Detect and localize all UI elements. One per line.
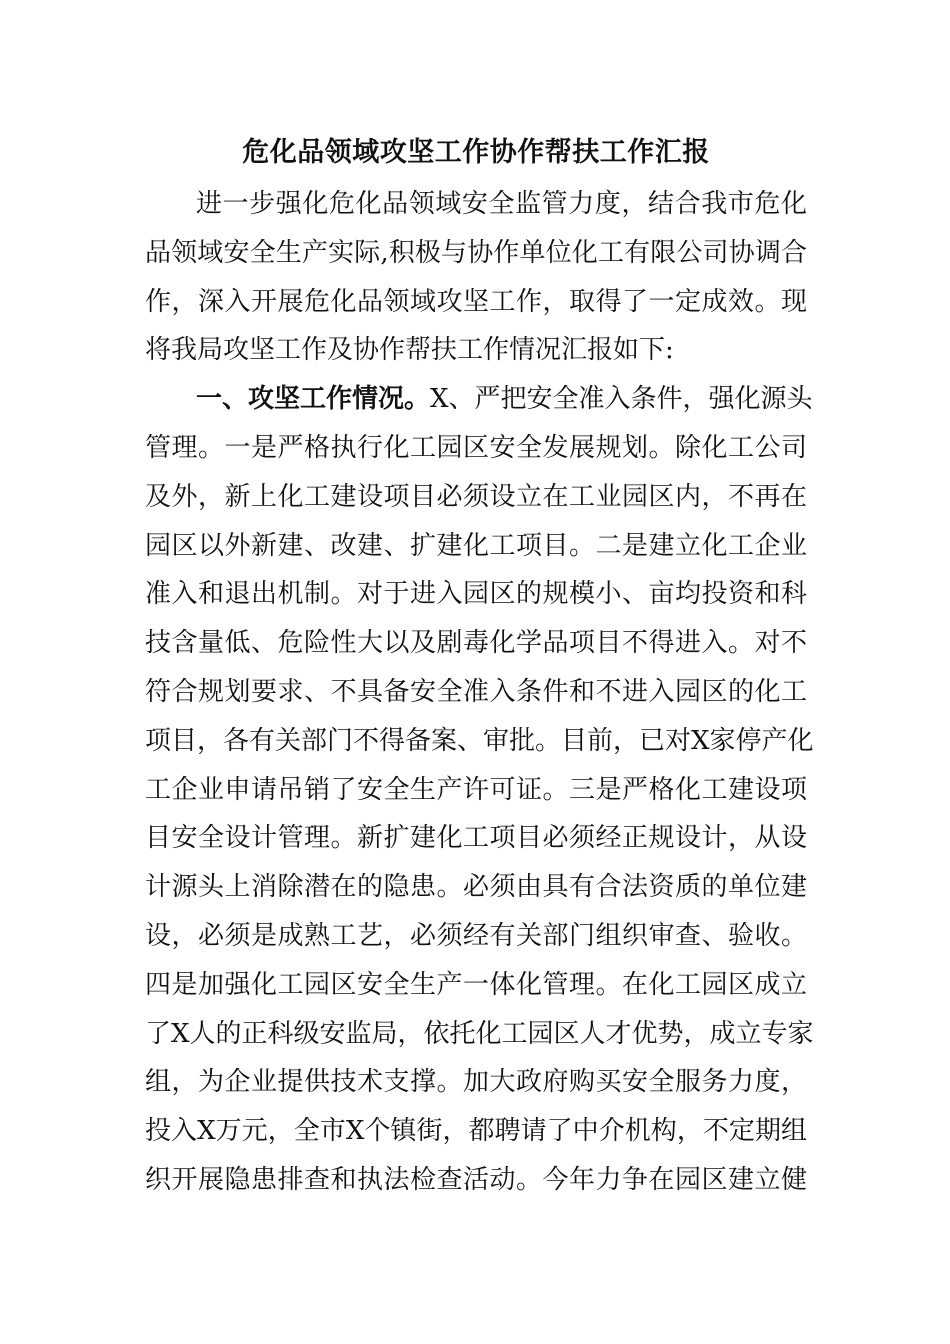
paragraph-line: 目安全设计管理。新扩建化工项目必须经正规设计，从设	[145, 823, 807, 854]
paragraph-line: 计源头上消除潜在的隐患。必须由具有合法资质的单位建	[145, 872, 807, 903]
paragraph-line: 了X人的正科级安监局，依托化工园区人才优势，成立专家	[145, 1018, 814, 1049]
section-heading-rest: X、严把安全准入条件，强化源头	[430, 384, 813, 415]
paragraph-line: 设，必须是成熟工艺，必须经有关部门组织审查、验收。	[145, 920, 807, 951]
paragraph-line: 管理。一是严格执行化工园区安全发展规划。除化工公司	[145, 432, 807, 463]
paragraph-line: 及外，新上化工建设项目必须设立在工业园区内，不再在	[145, 481, 807, 512]
paragraph-line: 四是加强化工园区安全生产一体化管理。在化工园区成立	[145, 969, 807, 1000]
paragraph-line: 组，为企业提供技术支撑。加大政府购买安全服务力度，	[145, 1067, 807, 1098]
paragraph-line: 进一步强化危化品领域安全监管力度，结合我市危化	[196, 189, 807, 219]
paragraph-line: 工企业申请吊销了安全生产许可证。三是严格化工建设项	[145, 774, 807, 805]
paragraph-line: 符合规划要求、不具备安全准入条件和不进入园区的化工	[145, 676, 807, 707]
document-body	[145, 180, 814, 1205]
paragraph-line: 品领域安全生产实际,积极与协作单位化工有限公司协调合	[145, 237, 807, 268]
document-page	[145, 0, 814, 1344]
paragraph-line: 织开展隐患排查和执法检查活动。今年力争在园区建立健	[145, 1164, 807, 1195]
paragraph-line: 作，深入开展危化品领域攻坚工作，取得了一定成效。现	[145, 286, 807, 317]
paragraph-line: 准入和退出机制。对于进入园区的规模小、亩均投资和科	[145, 579, 807, 610]
paragraph-line: 园区以外新建、改建、扩建化工项目。二是建立化工企业	[145, 530, 807, 561]
section-heading: 一、攻坚工作情况。	[196, 384, 431, 415]
paragraph-line: 将我局攻坚工作及协作帮扶工作情况汇报如下:	[145, 335, 674, 366]
paragraph-line: 技含量低、危险性大以及剧毒化学品项目不得进入。对不	[145, 628, 807, 659]
document-title: 危化品领域攻坚工作协作帮扶工作汇报	[242, 137, 710, 168]
paragraph-line: 项目，各有关部门不得备案、审批。目前，已对X家停产化	[145, 725, 814, 756]
section-heading-line	[145, 375, 813, 424]
paragraph-line: 投入X万元，全市X个镇街，都聘请了中介机构，不定期组	[145, 1116, 807, 1147]
